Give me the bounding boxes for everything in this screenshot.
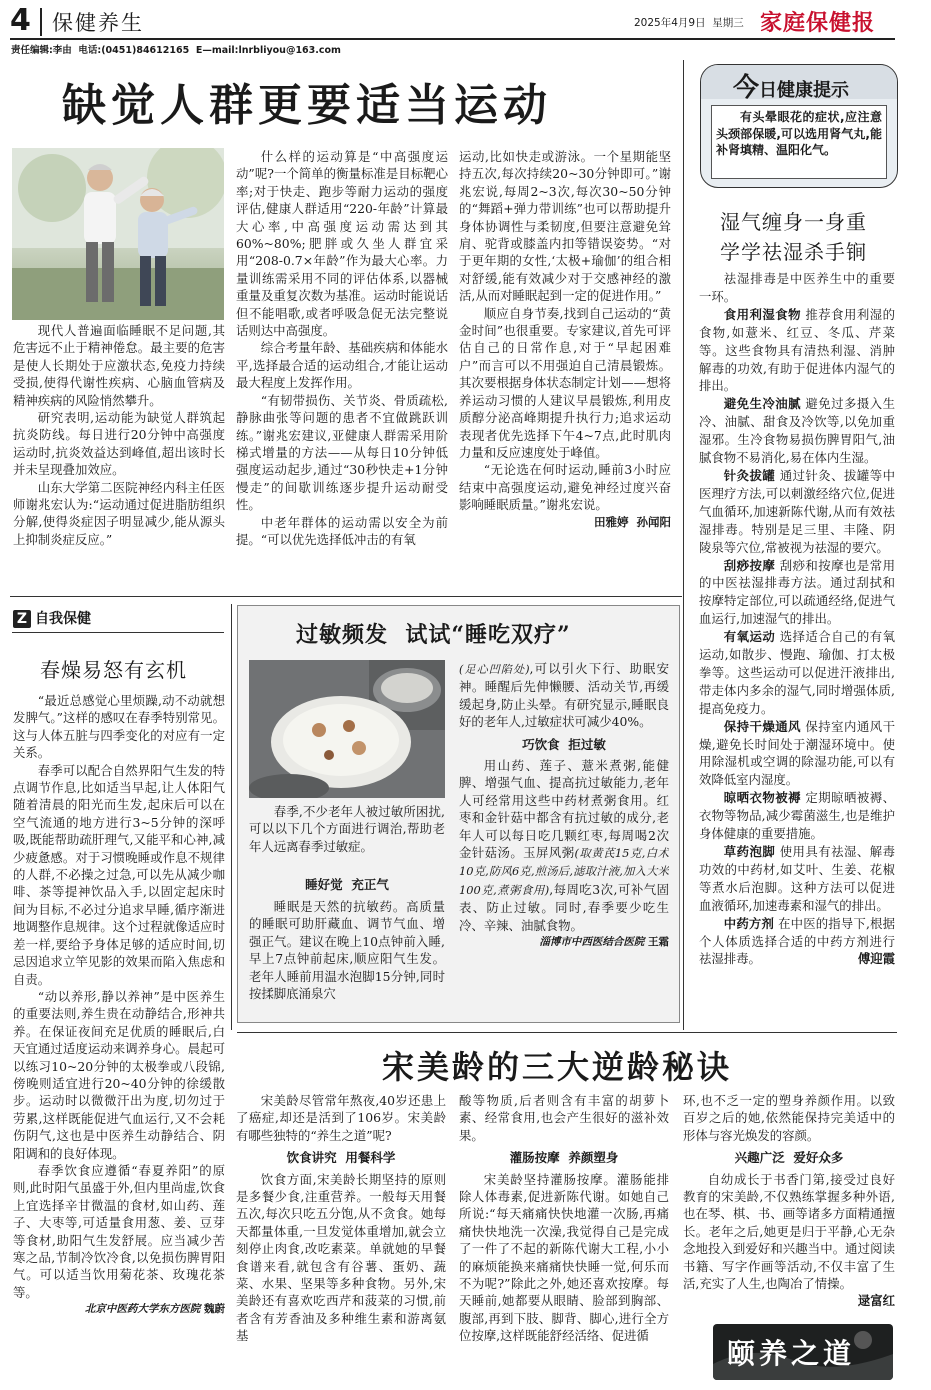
allergy-intro-text: 春季,不少老年人被过敏所困扰,可以以下几个方面进行调治,帮助老年人远离春季过敏症。 xyxy=(249,804,445,854)
right-item xyxy=(699,843,895,915)
right-item xyxy=(699,306,895,396)
right-item-text: 在中医的指导下,根据个人体质选择合适的中药方剂进行祛湿排毒。 xyxy=(699,915,895,967)
corner-logo xyxy=(713,1324,893,1380)
right-item xyxy=(699,467,895,557)
corner-logo-text: 颐养之道 xyxy=(727,1337,856,1370)
allergy-subhead-diet: 巧饮食 拒过敏 xyxy=(522,736,606,752)
main-col3-para2: 顺应自身节奏,找到自己运动的“黄金时间”也很重要。专家建议,首先可评估自己的日常作息,对于“早起困难户”而言可以不用强迫自己清晨锻炼。其次要根据身体状态制定计划——想将养运动习惯的人建议早晨锻炼,利用皮质醇分泌高峰期提升执行力;追求运动表现者优先选择下午4~7点,此时肌肉力量和反应速度处于峰值。 xyxy=(459,305,671,460)
masthead-rule xyxy=(10,38,895,40)
right-article-title-line2: 学学祛湿杀手锏 xyxy=(720,240,867,264)
soong-col2 xyxy=(459,1092,669,1382)
soong-title: 宋美龄的三大逆龄秘诀 xyxy=(382,1048,733,1086)
soong-massage-continued: 环,也不乏一定的塑身养颜作用。以致百岁之后的她,依然能保持完美适中的形体与容光焕发的容颜。 xyxy=(683,1093,895,1143)
self-care-badge xyxy=(13,610,31,628)
main-article-col3 xyxy=(459,148,671,570)
right-item-text: 使用具有祛湿、解毒功效的中药材,如艾叶、生姜、花椒等煮水后泡脚。这种方法可以促进血液循环,加速毒素和湿气的排出。 xyxy=(699,844,895,913)
self-care-para4: 春季饮食应遵循“春夏养阳”的原则,此时阳气虽盛于外,但内里尚虚,饮食上宜选择辛甘微温的食材,如山药、莲子、大枣等,可适量食用葱、姜、豆芽等食材,助阳气生发舒展。应当减少苦寒之品,节制冷饮冷食,以免损伤脾胃阳气。可以适当饮用菊花茶、玫瑰花茶等。 xyxy=(13,1162,225,1300)
date-line: 2025年4月9日 星期三 xyxy=(634,17,744,29)
self-care-section-label: 自我保健 xyxy=(35,611,91,627)
main-col1-para3: 山东大学第二医院神经内科主任医师谢兆宏认为:“运动通过促进脂肪组织分解,使得炎症因子明显减少,能从源头上抑制炎症反应。” xyxy=(13,479,225,547)
right-item-text: 推荐食用利湿的食物,如薏米、红豆、冬瓜、芹菜等。这些食物具有清热利湿、消肿解毒的功效,有助于促进体内湿气的排出。 xyxy=(699,306,895,394)
right-article-body xyxy=(699,270,895,1020)
section-name: 保健养生 xyxy=(52,11,144,35)
self-care-rule xyxy=(12,632,224,633)
main-col2-para2: 综合考量年龄、基础疾病和体能水平,选择最合适的运动组合,才能让运动最大程度上发挥作用。 xyxy=(236,340,448,391)
main-col2-para4: 中老年群体的运动需以安全为前提。“可以优先选择低冲击的有氧 xyxy=(236,514,448,547)
tip-box-title xyxy=(733,67,849,104)
allergy-sleep-continued xyxy=(459,660,669,731)
soong-subhead-massage: 灌肠按摩 养颜塑身 xyxy=(509,1150,619,1166)
main-article-col1 xyxy=(13,322,225,580)
allergy-intro xyxy=(249,803,445,873)
right-item-text: 通过针灸、拔罐等中医理疗方法,可以刺激经络穴位,促进气血循环,加速新陈代谢,从而有效祛湿排毒。特别是足三里、丰隆、阴陵泉等穴位,常被视为祛湿的要穴。 xyxy=(699,467,895,555)
soong-subhead-diet: 饮食讲究 用餐科学 xyxy=(286,1150,396,1166)
soong-diet-para: 饮食方面,宋美龄长期坚持的原则是多餐少食,注重营养。一般每天用餐五次,每次只吃五分饱,从不贪食。她每天都量体重,一旦发觉体重增加,就会立刻停止肉食,改吃素菜。单就她的早餐食谱来看,就包含有谷薯、蛋奶、蔬菜、水果、坚果等多种食物。另外,宋美龄还有喜欢吃西芹和菠菜的习惯,前者含有芳香油及多种维生素和游离氨基 xyxy=(236,1171,446,1344)
self-care-author xyxy=(13,1301,225,1318)
right-item-keyword: 刮痧按摩 xyxy=(723,557,776,573)
allergy-diet-para xyxy=(459,757,669,934)
right-column-divider xyxy=(683,60,684,1030)
main-col2-para3: “有韧带损伤、关节炎、骨质疏松,静脉曲张等问题的患者不宜做跳跃训练。”谢兆宏建议,亚健康人群需采用阶梯式增量的方法——从每日10分钟低强度运动起步,通过“30秒快走+1分钟慢走”的间歇训练逐步提升运动耐受性。 xyxy=(236,392,448,513)
right-item-keyword: 有氧运动 xyxy=(723,629,776,645)
right-item-text: 选择适合自己的有氧运动,如散步、慢跑、瑜伽、打太极拳等。这些运动可以促进汗液排出,带走体内多余的湿气,同时增强体质,提高免疫力。 xyxy=(699,629,895,716)
main-col1-para2: 研究表明,运动能为缺觉人群筑起抗炎防线。每日进行20分钟中高强度运动时,抗炎效益达到峰值,超出该时长并未呈现叠加效应。 xyxy=(13,410,225,478)
main-article-title: 缺觉人群更要适当运动 xyxy=(62,80,552,131)
soong-subhead-hobbies: 兴趣广泛 爱好众多 xyxy=(734,1150,844,1166)
allergy-sleep-text xyxy=(249,898,445,1018)
allergy-title: 过敏频发 试试“睡吃双疗” xyxy=(296,622,571,648)
tip-title-rest: 日健康提示 xyxy=(759,80,850,101)
right-article-title-line1: 湿气缠身一身重 xyxy=(720,210,867,234)
soong-intro: 宋美龄尽管常年熬夜,40岁还患上了癌症,却还是活到了106岁。宋美龄有哪些独特的“养生之道”呢? xyxy=(236,1093,446,1143)
allergy-subhead-sleep: 睡好觉 充正气 xyxy=(305,877,389,892)
page-number: 4 xyxy=(10,3,31,38)
soong-hobbies-para xyxy=(683,1171,895,1309)
right-item-keyword: 食用利湿食物 xyxy=(723,306,801,322)
right-item xyxy=(699,789,895,843)
allergy-author xyxy=(459,934,669,951)
allergy-sleep-cont-text: ,可以引火下行、助眠安神。睡醒后先伸懒腰、活动关节,再缓缓起身,防止头晕。有研究显示,睡眠良好的老年人,过敏症状可减少40%。 xyxy=(459,661,669,730)
right-item-keyword: 晾晒衣物被褥 xyxy=(723,790,801,806)
allergy-diet-text-b: ,每周吃3次,可补气固表、防止过敏。同时,春季要少吃生冷、辛辣、油腻食物。 xyxy=(459,881,669,933)
soong-author: 逯富红 xyxy=(857,1293,895,1309)
right-item-keyword: 针灸拔罐 xyxy=(723,467,776,483)
tip-box-body: 有头晕眼花的症状,应注意头颈部保暖,可以选用肾气丸,能补肾填精、温阳化气。 xyxy=(716,110,882,157)
tip-title-first-char: 今 xyxy=(733,73,760,103)
main-col3-para3: “无论选在何时运动,睡前3小时应结束中高强度运动,避免神经过度兴奋影响睡眠质量。”谢兆宏说。 xyxy=(459,462,671,513)
allergy-acupoint-note: (足心凹陷处) xyxy=(459,663,530,676)
tip-box xyxy=(700,64,898,188)
self-care-author-org: 北京中医药大学东方医院 xyxy=(84,1303,201,1316)
exercise-photo xyxy=(12,148,224,320)
self-care-body xyxy=(13,692,225,1382)
editor-line: 责任编辑:李由 电话:(0451)84612165 E—mail:lnrbliyou@163.com xyxy=(11,45,341,56)
right-article-author: 傅迎霞 xyxy=(857,951,895,967)
masthead-divider xyxy=(40,8,42,36)
right-item-text: 定期晾晒被褥、衣物等物品,减少霉菌滋生,也是维护身体健康的重要措施。 xyxy=(699,790,895,842)
soong-diet-continued: 酸等物质,后者则含有丰富的胡萝卜素、经常食用,也会产生很好的滋补效果。 xyxy=(459,1093,669,1143)
right-item xyxy=(699,395,895,467)
right-item-keyword: 避免生冷油腻 xyxy=(723,396,801,412)
allergy-diet-text-a: 用山药、莲子、薏米煮粥,能健脾、增强气血、提高抗过敏能力,老年人可经常用这些中药材煮粥食用。红枣和金针菇中都含有抗过敏的成分,老年人可以每日吃几颗红枣,每周喝2次金针菇汤。玉屏风粥 xyxy=(459,758,669,861)
porridge-photo xyxy=(249,660,445,798)
main-col1-para1: 现代人普遍面临睡眠不足问题,其危害远不止于精神倦怠。最主要的危害是使人长期处于应激状态,免疫力持续受损,使得代谢性疾病、心脑血管病及精神疾病的风险悄然攀升。 xyxy=(13,323,225,408)
self-care-para1: “最近总感觉心里烦躁,动不动就想发脾气。”这样的感叹在春季特别常见。这与人体五脏与四季变化的对应有一定关系。 xyxy=(13,693,225,761)
allergy-sleep-para: 睡眠是天然的抗敏药。高质量的睡眠可助肝藏血、调节气血、增强正气。建议在晚上10点钟前入睡,早上7点钟前起床,顺应阳气生发。老年人睡前用温水泡脚15分钟,同时按揉脚底涌泉穴 xyxy=(249,899,445,1002)
allergy-author-org: 淄博市中西医结合医院 xyxy=(539,936,645,949)
soong-massage-para: 宋美龄坚持灌肠按摩。灌肠能排除人体毒素,促进新陈代谢。如她自己所说:“每天痛痛快快地灌一次肠,再痛痛快快地洗一次澡,我觉得自己是完成了一件了不起的新陈代谢大工程,小小的麻烦能换来痛痛快快睡一觉,何乐而不为呢?”除此之外,她还喜欢按摩。每天睡前,她都要从眼睛、脸部到胸部、腹部,再到下肢、脚背、脚心,进行全方位按摩,这样既能舒经活络、促进循 xyxy=(459,1171,669,1344)
allergy-recipe-note: (取黄芪15克,白术10克,防风6克,煎汤后,滤取汁液,加入大米100克,煮粥食用) xyxy=(459,846,669,897)
right-item xyxy=(699,628,895,718)
self-care-para2: 春季可以配合自然界阳气生发的特点调节作息,比如适当早起,让人体阳气随着清晨的阳光而生发,起床后可以在空气流通的地方进行3~5分钟的深呼吸,既能帮助疏肝理气,又能平和心神,减少疲惫感。对于习惯晚睡或作息不规律的人群,不必操之过急,可以先从减少咖啡、茶等提神饮品入手,以固定起床时间为目标,不必过分追求早睡,循序渐进地调整作息规律。这个过程就像适应时差一样,要给予身体足够的适应时间,切忌因追求立竿见影的效果而陷入焦虑和自责。 xyxy=(13,762,225,987)
soong-col3 xyxy=(683,1092,895,1322)
allergy-right-col xyxy=(459,660,669,1020)
soong-col1 xyxy=(236,1092,446,1382)
self-care-author-name: 魏蔚 xyxy=(204,1303,225,1316)
allergy-author-name: 王霜 xyxy=(648,936,669,949)
main-col2-para1: 什么样的运动算是“中高强度运动”呢?一个简单的衡量标准是目标靶心率;对于快走、跑步等耐力运动的强度评估,健康人群适用“220-年龄”计算最大心率,中高强度运动需达到其60%~80%;肥胖或久坐人群宜采用“208-0.7×年龄”作为最大心率。力量训练需采用不同的评估体系,以器械重量及重复次数为基准。运动时能说话但不能唱歌,或者呼吸急促无法完整说话则达中高强度。 xyxy=(236,149,448,339)
self-care-badge-letter: Z xyxy=(16,611,28,627)
right-item xyxy=(699,718,895,790)
self-care-title: 春燥易怒有玄机 xyxy=(40,658,187,682)
right-item-keyword: 草药泡脚 xyxy=(723,844,776,859)
main-article-bottom-rule xyxy=(10,596,682,597)
right-item-text: 避免过多摄入生冷、油腻、甜食及冷饮等,以免加重湿邪。生冷食物易损伤脾胃阳气,油腻食物不易消化,易在体内生湿。 xyxy=(699,396,895,466)
self-care-para3: “动以养形,静以养神”是中医养生的重要法则,养生贵在动静结合,形神共养。在保证夜间充足优质的睡眠后,白天宜通过适度运动来调养身心。晨起可以练习10~20分钟的太极拳或八段锦,傍晚则适宜进行20~40分钟的徐缓散步。运动时以微微汗出为度,切勿过于劳累,这样既能促进气血运行,又不会耗伤阴气,这也是中医养生动静结合、阴阳调和的良好体现。 xyxy=(13,988,225,1161)
self-care-divider xyxy=(231,604,232,1030)
right-item-keyword: 保持干燥通风 xyxy=(723,718,801,734)
soong-hobbies-text: 自幼成长于书香门第,接受过良好教育的宋美龄,不仅熟练掌握多种外语,也在琴、棋、书、画等诸多方面精通擅长。老年之后,她更是归于平静,心无杂念地投入到爱好和兴趣当中。通过阅读书籍、写字作画等活动,不仅丰富了生活,充实了人生,也陶冶了情操。 xyxy=(683,1171,895,1292)
right-item xyxy=(699,915,895,969)
soong-top-rule xyxy=(237,1032,897,1033)
main-col3-para1: 运动,比如快走或游泳。一个星期能坚持五次,每次持续20~30分钟即可。”谢兆宏说,每周2~3次,每次30~50分钟的“舞蹈+弹力带训练”也可以帮助提升身体协调性与柔韧度,但要注意避免耸肩、驼背或膝盖内扣等错误姿势。“对于更年期的女性,‘太极+瑜伽’的组合相对舒缓,能有效减少对于交感神经的激活,从而对睡眠起到一定的促进作用。” xyxy=(459,149,671,304)
main-article-author: 田雅婷 孙闻阳 xyxy=(593,514,671,529)
right-item-text: 保持室内通风干燥,避免长时间处于潮湿环境中。使用除湿机或空调的除湿功能,可以有效降低室内湿度。 xyxy=(699,718,895,788)
right-item xyxy=(699,557,895,629)
right-item-text: 刮痧和按摩也是常用的中医祛湿排毒方法。通过刮拭和按摩特定部位,可以疏通经络,促进气血运行,加速湿气的排出。 xyxy=(699,557,895,627)
right-item-keyword: 中药方剂 xyxy=(723,915,774,931)
right-article-intro: 祛湿排毒是中医养生中的重要一环。 xyxy=(699,271,895,304)
paper-name: 家庭保健报 xyxy=(760,10,876,36)
main-article-col2 xyxy=(236,148,448,570)
